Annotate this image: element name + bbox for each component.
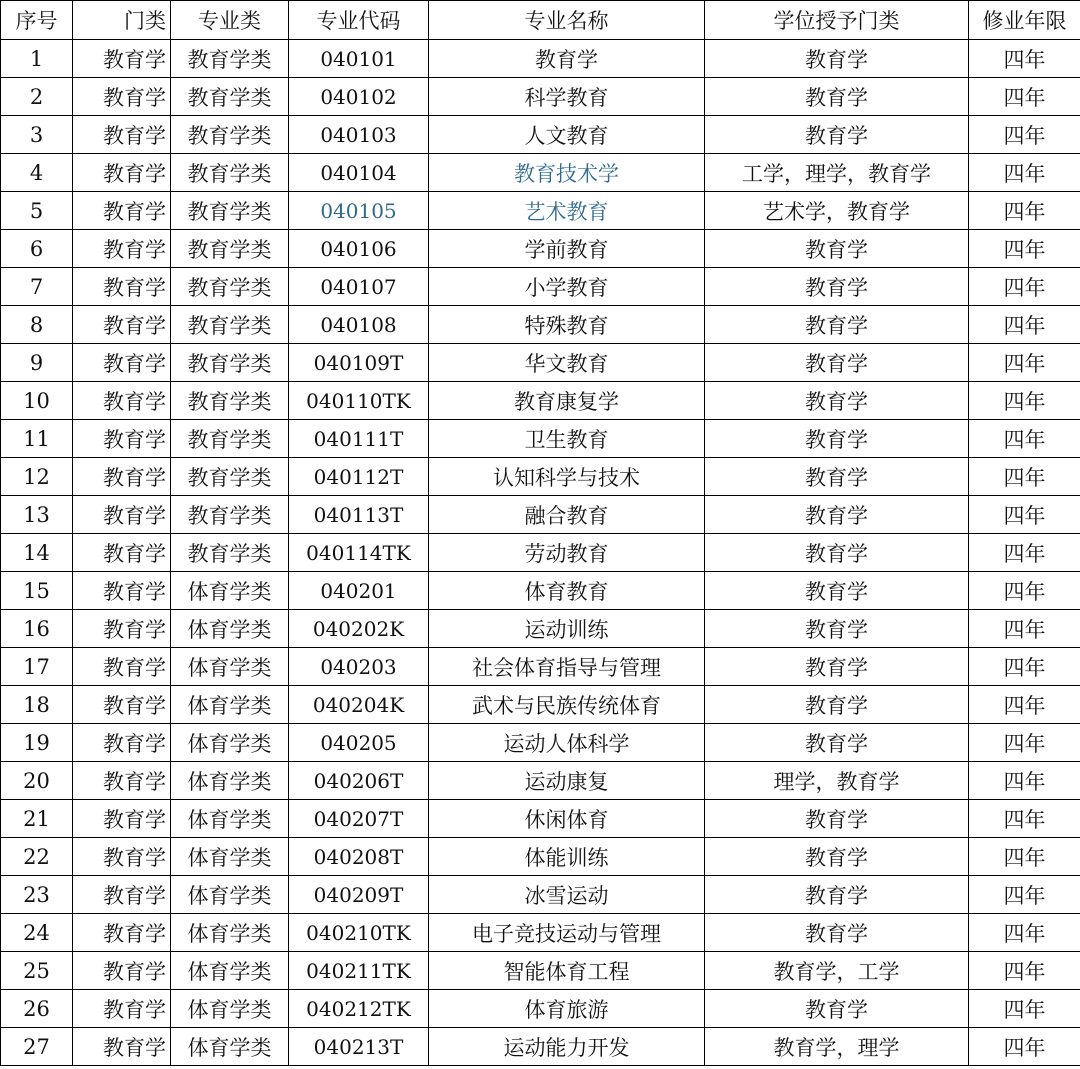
cell-degree: 教育学 xyxy=(705,990,969,1028)
table-row xyxy=(1,876,1080,914)
cell-category: 教育学 xyxy=(73,192,171,230)
cell-class: 教育学类 xyxy=(171,344,289,382)
cell-years: 四年 xyxy=(969,268,1080,306)
cell-degree: 理学，教育学 xyxy=(705,762,969,800)
cell-years: 四年 xyxy=(969,952,1080,990)
cell-degree: 教育学 xyxy=(705,344,969,382)
cell-years: 四年 xyxy=(969,534,1080,572)
table-row xyxy=(1,154,1080,192)
cell-category: 教育学 xyxy=(73,990,171,1028)
cell-code: 040102 xyxy=(289,78,429,116)
cell-code: 040213T xyxy=(289,1028,429,1066)
cell-seq: 15 xyxy=(1,572,73,610)
cell-name: 卫生教育 xyxy=(429,420,705,458)
cell-name: 人文教育 xyxy=(429,116,705,154)
cell-years: 四年 xyxy=(969,572,1080,610)
cell-degree: 教育学 xyxy=(705,534,969,572)
cell-class: 体育学类 xyxy=(171,724,289,762)
cell-seq: 27 xyxy=(1,1028,73,1066)
cell-seq: 14 xyxy=(1,534,73,572)
table-row xyxy=(1,914,1080,952)
cell-seq: 17 xyxy=(1,648,73,686)
cell-seq: 10 xyxy=(1,382,73,420)
cell-category: 教育学 xyxy=(73,40,171,78)
cell-code: 040205 xyxy=(289,724,429,762)
cell-years: 四年 xyxy=(969,686,1080,724)
cell-years: 四年 xyxy=(969,154,1080,192)
header-row xyxy=(1,1,1080,40)
cell-category: 教育学 xyxy=(73,268,171,306)
cell-name: 电子竞技运动与管理 xyxy=(429,914,705,952)
cell-category: 教育学 xyxy=(73,306,171,344)
cell-degree: 教育学 xyxy=(705,572,969,610)
cell-class: 体育学类 xyxy=(171,952,289,990)
cell-years: 四年 xyxy=(969,610,1080,648)
cell-degree: 教育学 xyxy=(705,420,969,458)
cell-code: 040114TK xyxy=(289,534,429,572)
cell-category: 教育学 xyxy=(73,116,171,154)
cell-code: 040209T xyxy=(289,876,429,914)
cell-seq: 1 xyxy=(1,40,73,78)
cell-seq: 8 xyxy=(1,306,73,344)
cell-name[interactable]: 教育技术学 xyxy=(429,154,705,192)
cell-seq: 7 xyxy=(1,268,73,306)
cell-degree: 教育学 xyxy=(705,458,969,496)
cell-name: 融合教育 xyxy=(429,496,705,534)
cell-class: 教育学类 xyxy=(171,116,289,154)
cell-class: 体育学类 xyxy=(171,762,289,800)
cell-seq: 25 xyxy=(1,952,73,990)
cell-category: 教育学 xyxy=(73,610,171,648)
table-row xyxy=(1,686,1080,724)
table-row xyxy=(1,230,1080,268)
cell-degree: 教育学 xyxy=(705,610,969,648)
cell-category: 教育学 xyxy=(73,648,171,686)
table-row xyxy=(1,724,1080,762)
cell-class: 教育学类 xyxy=(171,382,289,420)
cell-code: 040104 xyxy=(289,154,429,192)
cell-code: 040208T xyxy=(289,838,429,876)
cell-years: 四年 xyxy=(969,762,1080,800)
cell-degree: 教育学，理学 xyxy=(705,1028,969,1066)
cell-degree: 教育学 xyxy=(705,724,969,762)
table-row xyxy=(1,268,1080,306)
cell-category: 教育学 xyxy=(73,724,171,762)
cell-category: 教育学 xyxy=(73,230,171,268)
table-row xyxy=(1,952,1080,990)
cell-code: 040207T xyxy=(289,800,429,838)
cell-name: 教育学 xyxy=(429,40,705,78)
cell-category: 教育学 xyxy=(73,496,171,534)
table-row xyxy=(1,420,1080,458)
table-row xyxy=(1,610,1080,648)
cell-years: 四年 xyxy=(969,1028,1080,1066)
cell-years: 四年 xyxy=(969,800,1080,838)
cell-class: 体育学类 xyxy=(171,572,289,610)
header-category: 门类 xyxy=(73,1,171,40)
table-body xyxy=(1,40,1080,1066)
table-row xyxy=(1,344,1080,382)
cell-category: 教育学 xyxy=(73,572,171,610)
table-row xyxy=(1,762,1080,800)
table-row xyxy=(1,458,1080,496)
cell-category: 教育学 xyxy=(73,458,171,496)
cell-name: 认知科学与技术 xyxy=(429,458,705,496)
cell-degree: 教育学 xyxy=(705,648,969,686)
cell-years: 四年 xyxy=(969,344,1080,382)
cell-seq: 11 xyxy=(1,420,73,458)
cell-seq: 9 xyxy=(1,344,73,382)
cell-name: 智能体育工程 xyxy=(429,952,705,990)
cell-seq: 16 xyxy=(1,610,73,648)
cell-code: 040112T xyxy=(289,458,429,496)
cell-category: 教育学 xyxy=(73,876,171,914)
cell-code: 040108 xyxy=(289,306,429,344)
table-row xyxy=(1,496,1080,534)
cell-class: 体育学类 xyxy=(171,800,289,838)
cell-class: 体育学类 xyxy=(171,990,289,1028)
cell-name: 小学教育 xyxy=(429,268,705,306)
cell-class: 教育学类 xyxy=(171,40,289,78)
table-row xyxy=(1,306,1080,344)
cell-class: 教育学类 xyxy=(171,496,289,534)
cell-code: 040202K xyxy=(289,610,429,648)
cell-class: 教育学类 xyxy=(171,192,289,230)
cell-seq: 2 xyxy=(1,78,73,116)
cell-degree: 教育学 xyxy=(705,914,969,952)
cell-category: 教育学 xyxy=(73,1028,171,1066)
cell-years: 四年 xyxy=(969,78,1080,116)
header-years: 修业年限 xyxy=(969,1,1080,40)
cell-years: 四年 xyxy=(969,420,1080,458)
cell-code: 040106 xyxy=(289,230,429,268)
cell-years: 四年 xyxy=(969,990,1080,1028)
cell-degree: 教育学 xyxy=(705,230,969,268)
cell-years: 四年 xyxy=(969,914,1080,952)
table-row xyxy=(1,534,1080,572)
cell-code: 040211TK xyxy=(289,952,429,990)
cell-category: 教育学 xyxy=(73,914,171,952)
header-seq: 序号 xyxy=(1,1,73,40)
cell-seq: 5 xyxy=(1,192,73,230)
cell-category: 教育学 xyxy=(73,78,171,116)
cell-name: 休闲体育 xyxy=(429,800,705,838)
cell-name: 体能训练 xyxy=(429,838,705,876)
cell-degree: 教育学 xyxy=(705,838,969,876)
cell-degree: 教育学 xyxy=(705,382,969,420)
cell-name: 运动康复 xyxy=(429,762,705,800)
cell-years: 四年 xyxy=(969,876,1080,914)
cell-class: 教育学类 xyxy=(171,420,289,458)
header-name: 专业名称 xyxy=(429,1,705,40)
cell-class: 教育学类 xyxy=(171,78,289,116)
cell-code: 040212TK xyxy=(289,990,429,1028)
table-row xyxy=(1,648,1080,686)
cell-degree: 教育学 xyxy=(705,876,969,914)
cell-seq: 19 xyxy=(1,724,73,762)
cell-class: 教育学类 xyxy=(171,230,289,268)
table-row xyxy=(1,1028,1080,1066)
cell-class: 体育学类 xyxy=(171,876,289,914)
cell-category: 教育学 xyxy=(73,686,171,724)
cell-years: 四年 xyxy=(969,116,1080,154)
cell-category: 教育学 xyxy=(73,382,171,420)
cell-class: 体育学类 xyxy=(171,838,289,876)
cell-degree: 艺术学，教育学 xyxy=(705,192,969,230)
cell-years: 四年 xyxy=(969,724,1080,762)
cell-seq: 21 xyxy=(1,800,73,838)
cell-code: 040204K xyxy=(289,686,429,724)
cell-code: 040109T xyxy=(289,344,429,382)
cell-class: 体育学类 xyxy=(171,610,289,648)
cell-years: 四年 xyxy=(969,192,1080,230)
cell-code: 040203 xyxy=(289,648,429,686)
cell-seq: 22 xyxy=(1,838,73,876)
cell-name: 科学教育 xyxy=(429,78,705,116)
cell-code: 040210TK xyxy=(289,914,429,952)
cell-class: 教育学类 xyxy=(171,458,289,496)
cell-code: 040101 xyxy=(289,40,429,78)
cell-degree: 教育学 xyxy=(705,306,969,344)
cell-seq: 4 xyxy=(1,154,73,192)
cell-category: 教育学 xyxy=(73,534,171,572)
cell-category: 教育学 xyxy=(73,154,171,192)
cell-degree: 教育学 xyxy=(705,496,969,534)
cell-years: 四年 xyxy=(969,838,1080,876)
table-row xyxy=(1,78,1080,116)
cell-class: 体育学类 xyxy=(171,648,289,686)
cell-seq: 24 xyxy=(1,914,73,952)
cell-seq: 20 xyxy=(1,762,73,800)
cell-name: 冰雪运动 xyxy=(429,876,705,914)
cell-seq: 6 xyxy=(1,230,73,268)
table-row xyxy=(1,572,1080,610)
cell-category: 教育学 xyxy=(73,952,171,990)
cell-name: 体育旅游 xyxy=(429,990,705,1028)
table-row xyxy=(1,990,1080,1028)
cell-class: 教育学类 xyxy=(171,306,289,344)
cell-class: 教育学类 xyxy=(171,534,289,572)
cell-class: 教育学类 xyxy=(171,268,289,306)
cell-name: 劳动教育 xyxy=(429,534,705,572)
cell-category: 教育学 xyxy=(73,762,171,800)
cell-years: 四年 xyxy=(969,496,1080,534)
cell-name: 学前教育 xyxy=(429,230,705,268)
cell-name: 运动训练 xyxy=(429,610,705,648)
cell-degree: 教育学 xyxy=(705,78,969,116)
cell-class: 教育学类 xyxy=(171,154,289,192)
cell-name: 体育教育 xyxy=(429,572,705,610)
cell-class: 体育学类 xyxy=(171,1028,289,1066)
table-row xyxy=(1,800,1080,838)
cell-code: 040103 xyxy=(289,116,429,154)
cell-degree: 教育学 xyxy=(705,268,969,306)
cell-years: 四年 xyxy=(969,230,1080,268)
cell-degree: 教育学，工学 xyxy=(705,952,969,990)
cell-code: 040201 xyxy=(289,572,429,610)
table-row xyxy=(1,116,1080,154)
cell-category: 教育学 xyxy=(73,800,171,838)
cell-degree: 教育学 xyxy=(705,40,969,78)
table-row xyxy=(1,192,1080,230)
cell-code: 040206T xyxy=(289,762,429,800)
cell-class: 体育学类 xyxy=(171,686,289,724)
cell-years: 四年 xyxy=(969,306,1080,344)
cell-class: 体育学类 xyxy=(171,914,289,952)
cell-degree: 教育学 xyxy=(705,116,969,154)
cell-code: 040107 xyxy=(289,268,429,306)
cell-name: 运动能力开发 xyxy=(429,1028,705,1066)
cell-name: 社会体育指导与管理 xyxy=(429,648,705,686)
cell-degree: 教育学 xyxy=(705,686,969,724)
cell-seq: 13 xyxy=(1,496,73,534)
cell-years: 四年 xyxy=(969,458,1080,496)
cell-code[interactable]: 040105 xyxy=(289,192,429,230)
cell-code: 040110TK xyxy=(289,382,429,420)
table-row xyxy=(1,382,1080,420)
cell-name: 华文教育 xyxy=(429,344,705,382)
cell-years: 四年 xyxy=(969,648,1080,686)
cell-years: 四年 xyxy=(969,382,1080,420)
cell-code: 040113T xyxy=(289,496,429,534)
table-row xyxy=(1,838,1080,876)
cell-category: 教育学 xyxy=(73,344,171,382)
cell-code: 040111T xyxy=(289,420,429,458)
cell-name[interactable]: 艺术教育 xyxy=(429,192,705,230)
header-class: 专业类 xyxy=(171,1,289,40)
cell-degree: 工学，理学，教育学 xyxy=(705,154,969,192)
cell-seq: 23 xyxy=(1,876,73,914)
cell-seq: 3 xyxy=(1,116,73,154)
header-degree: 学位授予门类 xyxy=(705,1,969,40)
cell-seq: 18 xyxy=(1,686,73,724)
header-code: 专业代码 xyxy=(289,1,429,40)
cell-name: 武术与民族传统体育 xyxy=(429,686,705,724)
cell-seq: 12 xyxy=(1,458,73,496)
cell-category: 教育学 xyxy=(73,838,171,876)
cell-name: 教育康复学 xyxy=(429,382,705,420)
cell-category: 教育学 xyxy=(73,420,171,458)
table-row xyxy=(1,40,1080,78)
cell-seq: 26 xyxy=(1,990,73,1028)
cell-years: 四年 xyxy=(969,40,1080,78)
cell-name: 特殊教育 xyxy=(429,306,705,344)
cell-name: 运动人体科学 xyxy=(429,724,705,762)
cell-degree: 教育学 xyxy=(705,800,969,838)
